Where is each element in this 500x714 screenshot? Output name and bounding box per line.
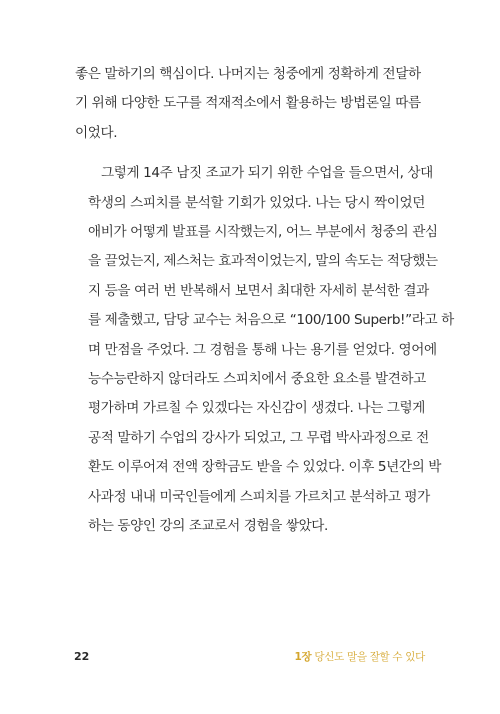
running-head — [295, 649, 425, 664]
paragraph-2 — [75, 159, 454, 541]
text-line: 기 위해 다양한 도구를 적재적소에서 활용하는 방법론일 따름 — [75, 95, 421, 112]
text-line: 평가하며 가르칠 수 있겠다는 자신감이 생겼다. 나는 그렇게 — [88, 400, 425, 417]
text-line: 애비가 어떻게 발표를 시작했는지, 어느 부분에서 청중의 관심 — [88, 224, 438, 241]
paragraph-1 — [75, 60, 420, 148]
text-line: 를 제출했고, 담당 교수는 처음으로 “100/100 Superb!”라고 하 — [88, 312, 454, 329]
page-number: 22 — [74, 649, 90, 663]
text-line: 이었다. — [75, 124, 118, 141]
text-line: 을 끌었는지, 제스처는 효과적이었는지, 말의 속도는 적당했는 — [88, 253, 438, 270]
text-line: 지 등을 여러 번 반복해서 보면서 최대한 자세히 분석한 결과 — [88, 282, 429, 299]
text-line: 공적 말하기 수업의 강사가 되었고, 그 무렵 박사과정으로 전 — [88, 429, 429, 446]
text-line: 하는 동양인 강의 조교로서 경험을 쌓았다. — [88, 518, 328, 535]
text-line: 그렇게 14주 남짓 조교가 되기 위한 수업을 들으면서, 상대 — [101, 165, 433, 182]
body-text — [75, 60, 454, 542]
chapter-label: 1장 — [294, 650, 312, 663]
text-line: 좋은 말하기의 핵심이다. 나머지는 청중에게 정확하게 전달하 — [75, 66, 421, 82]
chapter-title: 당신도 말을 잘할 수 있다 — [311, 650, 425, 663]
page-footer — [74, 647, 425, 665]
text-line: 학생의 스피치를 분석할 기회가 있었다. 나는 당시 짝이었던 — [88, 194, 425, 211]
text-line: 능수능란하지 않더라도 스피치에서 중요한 요소를 발견하고 — [88, 371, 426, 388]
text-line: 환도 이루어져 전액 장학금도 받을 수 있었다. 이후 5년간의 박 — [88, 459, 442, 476]
text-line: 며 만점을 주었다. 그 경험을 통해 나는 용기를 얻었다. 영어에 — [88, 341, 437, 358]
text-line: 사과정 내내 미국인들에게 스피치를 가르치고 분석하고 평가 — [88, 488, 430, 505]
